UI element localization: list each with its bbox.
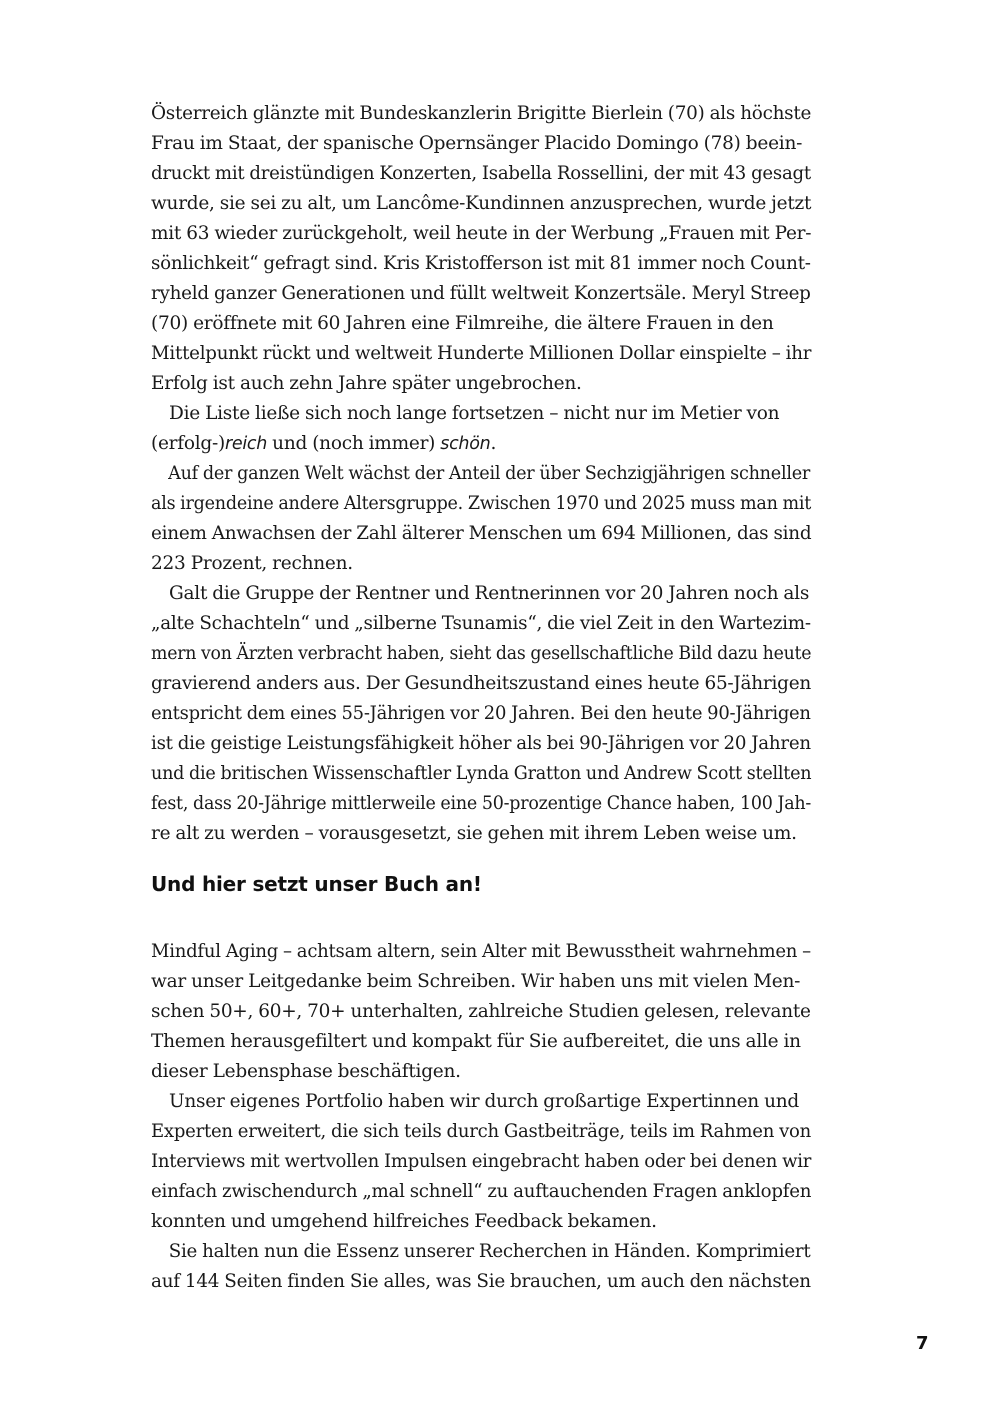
- text-line: mern von Ärzten verbracht haben, sieht das gesellschaftliche Bild dazu heute: [151, 643, 812, 664]
- text-line: Themen herausgefiltert und kompakt für Sie aufbereitet, die uns alle in: [151, 1031, 801, 1052]
- paragraph-7: [151, 1237, 811, 1297]
- text-line: gravierend anders aus. Der Gesundheitszustand eines heute 65-Jährigen: [151, 673, 812, 694]
- text-line: Frau im Staat, der spanische Opernsänger Placido Domingo (78) beein-: [151, 133, 803, 154]
- text-line: ist die geistige Leistungsfähigkeit höher als bei 90-Jährigen vor 20 Jahren: [151, 733, 811, 754]
- text-run: .: [490, 433, 497, 454]
- text-line: wurde, sie sei zu alt, um Lancôme-Kundinnen anzusprechen, wurde jetzt: [151, 193, 812, 214]
- italic-word: schön: [440, 434, 491, 454]
- text-line: einfach zwischendurch „mal schnell“ zu auftauchenden Fragen anklopfen: [151, 1181, 812, 1202]
- text-line: Unser eigenes Portfolio haben wir durch großartige Expertinnen und: [169, 1091, 800, 1112]
- body-text-section-1: [151, 99, 811, 849]
- text-line: auf 144 Seiten finden Sie alles, was Sie brauchen, um auch den nächsten: [151, 1271, 811, 1292]
- text-line: druckt mit dreistündigen Konzerten, Isabella Rossellini, der mit 43 gesagt: [151, 163, 811, 184]
- text-line: und die britischen Wissenschaftler Lynda Gratton und Andrew Scott stellten: [151, 763, 812, 784]
- text-line: entspricht dem eines 55-Jährigen vor 20 Jahren. Bei den heute 90-Jährigen: [151, 703, 811, 724]
- text-line: re alt zu werden – vorausgesetzt, sie gehen mit ihrem Leben weise um.: [151, 823, 797, 844]
- text-line: mit 63 wieder zurückgeholt, weil heute in der Werbung „Frauen mit Per-: [151, 223, 812, 244]
- text-line-mixed: [151, 429, 811, 459]
- text-line: Interviews mit wertvollen Impulsen eingebracht haben oder bei denen wir: [151, 1151, 812, 1172]
- paragraph-4: [151, 579, 811, 849]
- section-heading: Und hier setzt unser Buch an!: [151, 872, 482, 896]
- text-line: Experten erweitert, die sich teils durch Gastbeiträge, teils im Rahmen von: [151, 1121, 812, 1142]
- text-line: schen 50+, 60+, 70+ unterhalten, zahlreiche Studien gelesen, relevante: [151, 1001, 811, 1022]
- text-line: als irgendeine andere Altersgruppe. Zwischen 1970 und 2025 muss man mit: [151, 493, 812, 514]
- text-line: dieser Lebensphase beschäftigen.: [151, 1061, 461, 1082]
- text-line: Mittelpunkt rückt und weltweit Hunderte Millionen Dollar einspielte – ihr: [151, 343, 812, 364]
- text-line: war unser Leitgedanke beim Schreiben. Wir haben uns mit vielen Men-: [151, 971, 801, 992]
- text-run: und (noch immer): [267, 433, 441, 454]
- italic-word: reich: [224, 434, 268, 454]
- text-line: fest, dass 20-Jährige mittlerweile eine 50-prozentige Chance haben, 100 Jah-: [151, 793, 812, 814]
- text-line: Mindful Aging – achtsam altern, sein Alter mit Bewusstheit wahrnehmen –: [151, 941, 811, 962]
- paragraph-5: [151, 937, 811, 1087]
- text-line: (70) eröffnete mit 60 Jahren eine Filmreihe, die ältere Frauen in den: [151, 313, 774, 334]
- text-line: Österreich glänzte mit Bundeskanzlerin Brigitte Bierlein (70) als höchste: [151, 103, 812, 124]
- text-line: Die Liste ließe sich noch lange fortsetzen – nicht nur im Metier von: [169, 403, 780, 424]
- text-line: einem Anwachsen der Zahl älterer Menschen um 694 Millionen, das sind: [151, 523, 812, 544]
- body-text-section-2: [151, 937, 811, 1297]
- text-line: konnten und umgehend hilfreiches Feedback bekamen.: [151, 1211, 657, 1232]
- text-line: Auf der ganzen Welt wächst der Anteil der über Sechzigjährigen schneller: [168, 463, 811, 484]
- text-line: sönlichkeit“ gefragt sind. Kris Kristofferson ist mit 81 immer noch Count-: [151, 253, 811, 274]
- text-line: Erfolg ist auch zehn Jahre später ungebrochen.: [151, 373, 582, 394]
- text-line: ryheld ganzer Generationen und füllt weltweit Konzertsäle. Meryl Streep: [151, 283, 811, 304]
- text-line: Sie halten nun die Essenz unserer Recherchen in Händen. Komprimiert: [168, 1241, 811, 1262]
- paragraph-2: [151, 399, 811, 459]
- text-line: „alte Schachteln“ und „silberne Tsunamis“, die viel Zeit in den Wartezim-: [151, 613, 811, 634]
- page-number: 7: [916, 1333, 929, 1354]
- paragraph-6: [151, 1087, 811, 1237]
- text-run: (erfolg-): [151, 433, 225, 454]
- text-line: 223 Prozent, rechnen.: [151, 553, 353, 574]
- text-line: Galt die Gruppe der Rentner und Rentnerinnen vor 20 Jahren noch als: [169, 583, 810, 604]
- paragraph-3: [151, 459, 811, 579]
- paragraph-1: [151, 99, 811, 399]
